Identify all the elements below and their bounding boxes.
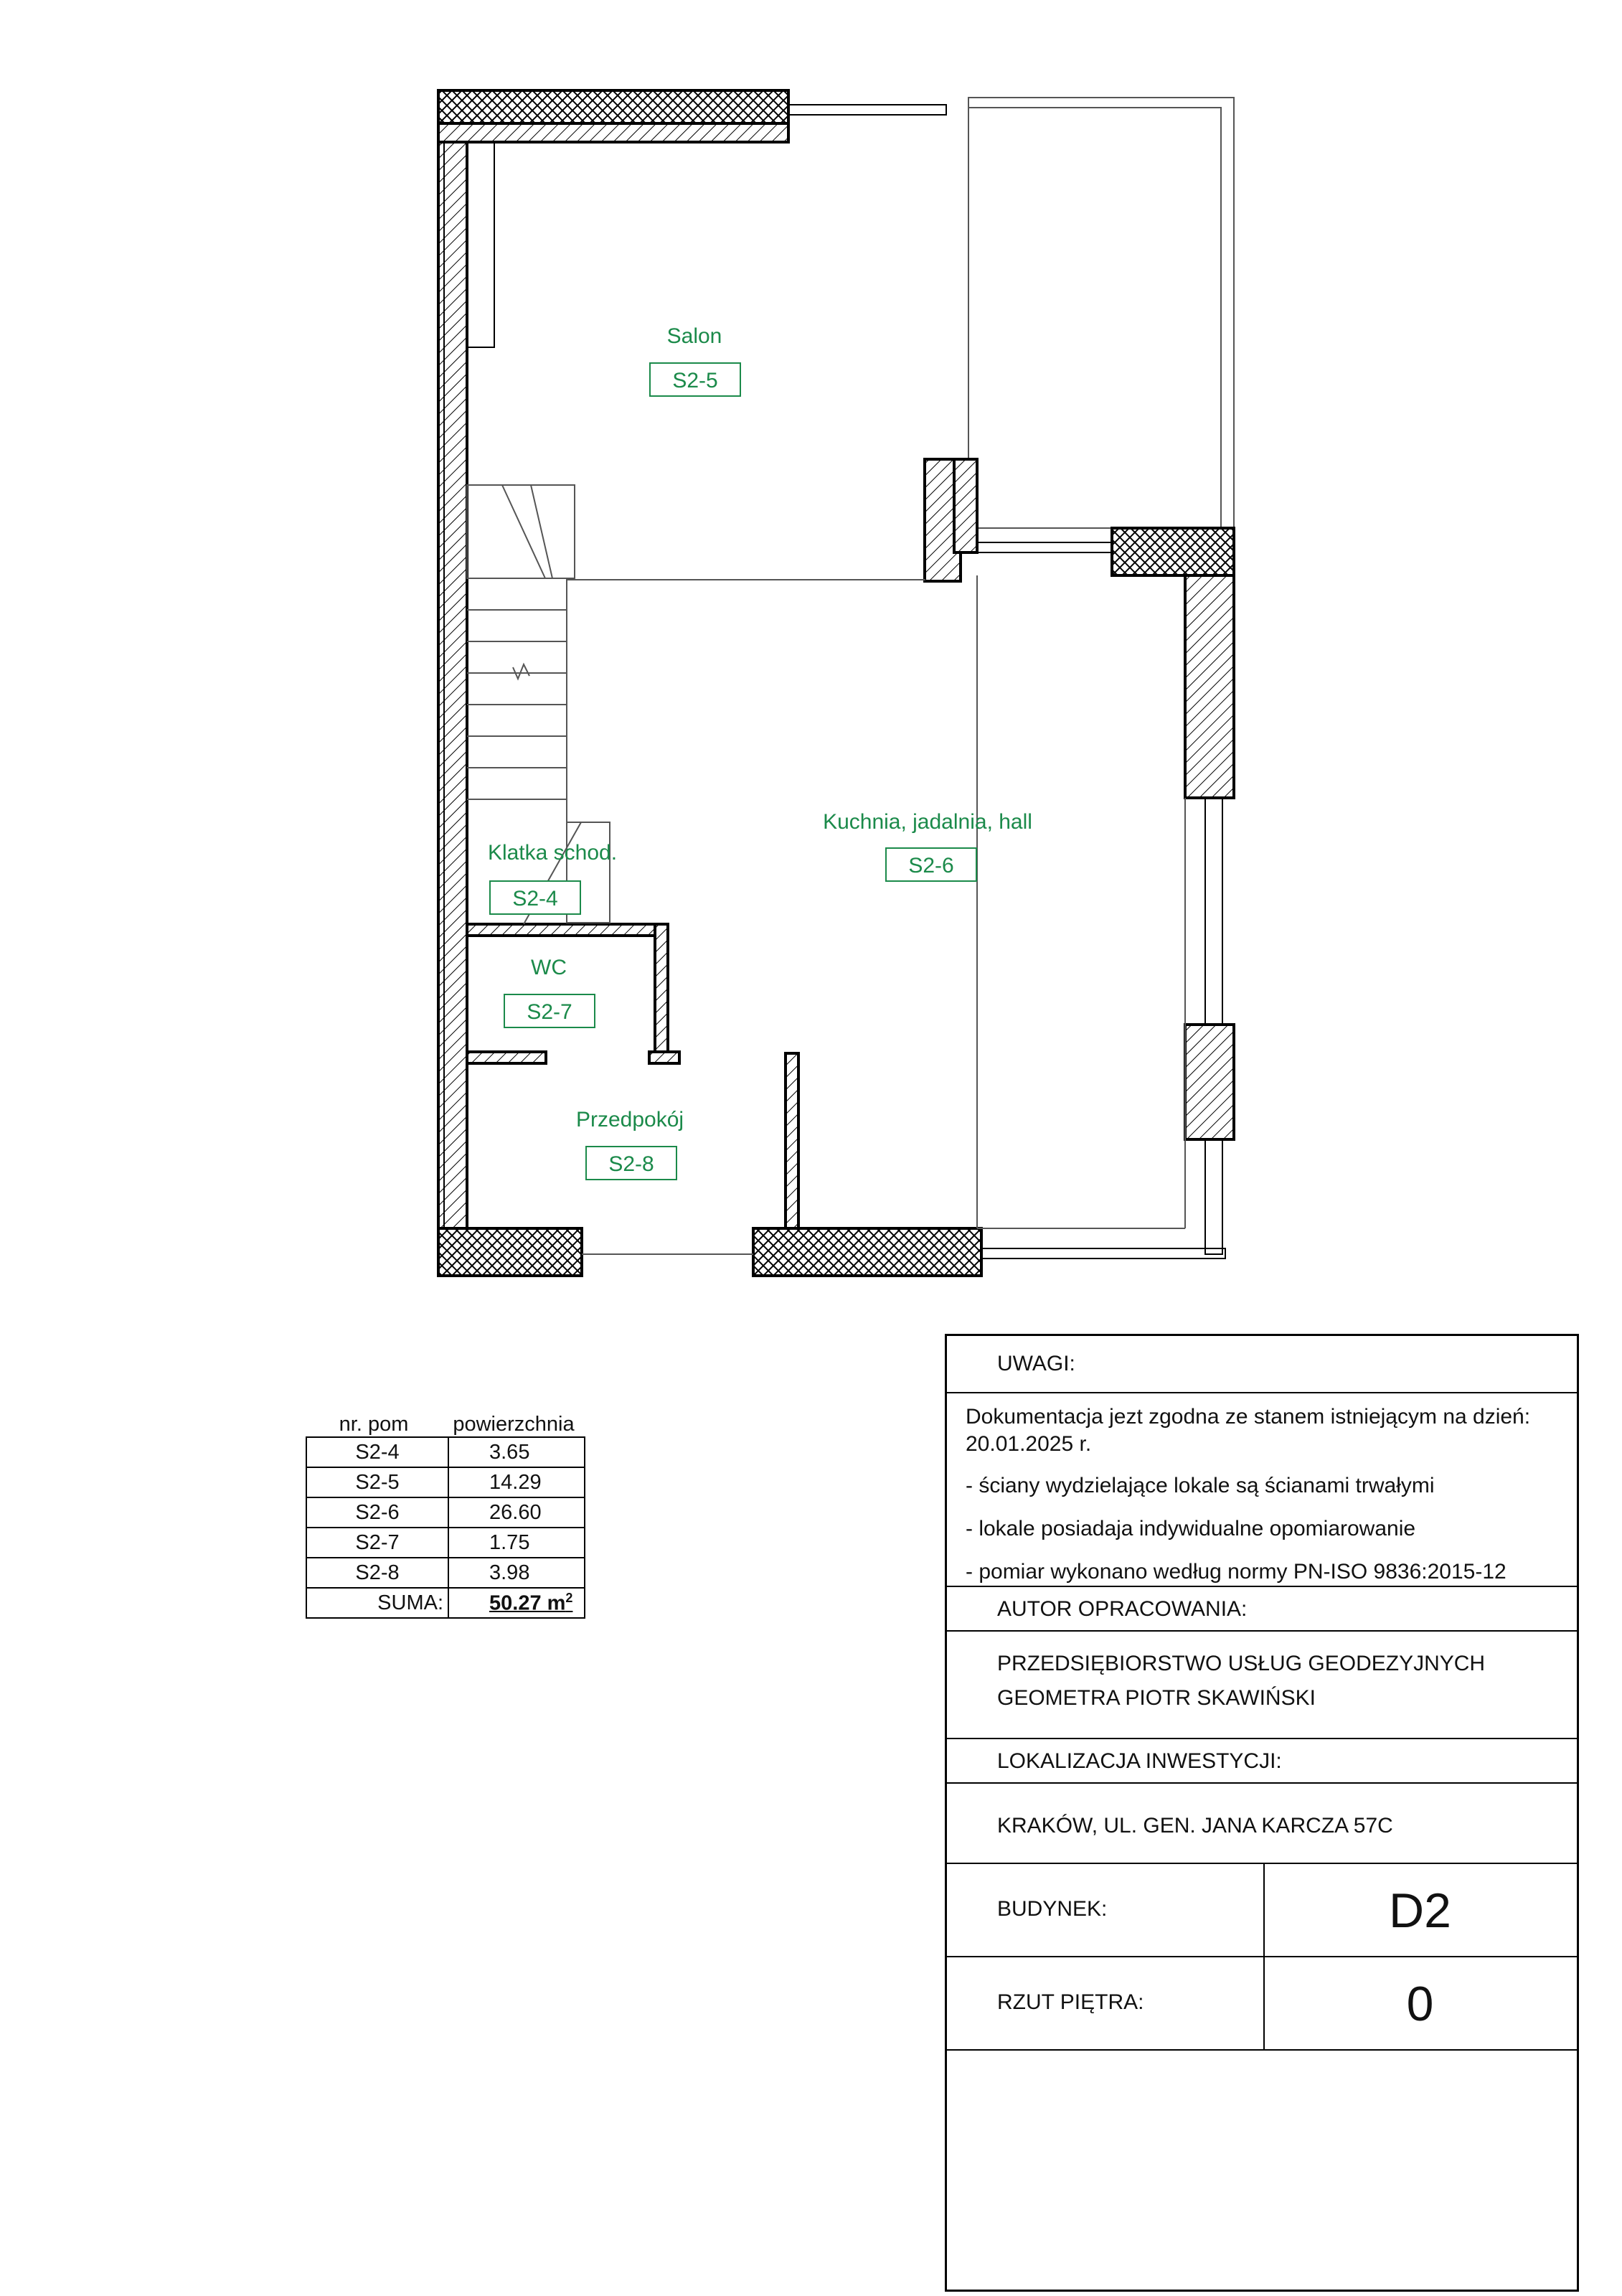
author-row: [947, 1632, 1577, 1739]
table-row: [306, 1558, 585, 1588]
floor-label: RZUT PIĘTRA:: [997, 1990, 1144, 2014]
terrace-outline: [968, 98, 1234, 528]
room-nr: S2-4: [306, 1437, 448, 1467]
sum-number: 50.27 m: [489, 1591, 566, 1615]
building-row: [947, 1864, 1577, 1957]
sum-unit-sup: 2: [565, 1590, 573, 1605]
area-table: [306, 1408, 585, 1619]
table-row: [306, 1528, 585, 1558]
room-area: 1.75: [448, 1528, 585, 1558]
table-row: [306, 1437, 585, 1467]
room-code-wc: S2-7: [527, 1000, 572, 1024]
table-row: [306, 1497, 585, 1528]
room-labels: [488, 324, 1032, 1180]
room-nr: S2-6: [306, 1497, 448, 1528]
floor-value: 0: [1406, 1977, 1434, 2031]
location-row: [947, 1784, 1577, 1864]
area-table-body: [306, 1436, 585, 1619]
location-header: LOKALIZACJA INWESTYCJI:: [997, 1749, 1282, 1773]
location: KRAKÓW, UL. GEN. JANA KARCZA 57C: [997, 1814, 1393, 1838]
location-header-row: [947, 1739, 1577, 1784]
author-header-row: [947, 1587, 1577, 1632]
author-header: AUTOR OPRACOWANIA:: [997, 1597, 1248, 1621]
room-code-kuchnia: S2-6: [908, 854, 954, 878]
notes-header: UWAGI:: [997, 1352, 1075, 1375]
room-name-przedpokoj: Przedpokój: [575, 1108, 684, 1131]
walls: [438, 90, 1234, 1276]
sum-row: [306, 1588, 585, 1618]
room-name-kuchnia: Kuchnia, jadalnia, hall: [823, 810, 1032, 834]
sum-label: SUMA:: [306, 1588, 448, 1618]
notes: [966, 1403, 1562, 1600]
note-line: - lokale posiadaja indywidualne opomiarowanie: [966, 1517, 1416, 1540]
table-row: [306, 1467, 585, 1497]
windows: [582, 105, 1225, 1258]
room-nr: S2-8: [306, 1558, 448, 1588]
building-label: BUDYNEK:: [997, 1897, 1108, 1921]
note-line: - ściany wydzielające lokale są ścianami trwałymi: [966, 1474, 1435, 1497]
notes-header-row: [947, 1336, 1577, 1393]
sum-value: [448, 1588, 585, 1618]
room-name-wc: WC: [531, 956, 567, 979]
floor-row: [947, 1957, 1577, 2051]
room-area: 3.98: [448, 1558, 585, 1588]
room-code-przedpokoj: S2-8: [608, 1152, 654, 1176]
note-line: - pomiar wykonano według normy PN-ISO 9836:2015-12: [966, 1560, 1507, 1584]
room-code-salon: S2-5: [672, 369, 718, 392]
room-nr: S2-5: [306, 1467, 448, 1497]
room-name-klatka: Klatka schod.: [487, 841, 618, 865]
room-area: 3.65: [448, 1437, 585, 1467]
room-name-salon: Salon: [666, 324, 722, 348]
building-value: D2: [1389, 1883, 1451, 1938]
notes-row: [947, 1393, 1577, 1587]
note-line: Dokumentacja jezt zgodna ze stanem istniejącym na dzień: 20.01.2025 r.: [966, 1405, 1531, 1456]
room-area: 26.60: [448, 1497, 585, 1528]
header-nr: nr. pom: [339, 1413, 409, 1436]
author-line2: GEOMETRA PIOTR SKAWIŃSKI: [997, 1686, 1316, 1710]
area-table-header: [306, 1408, 585, 1436]
room-area: 14.29: [448, 1467, 585, 1497]
room-nr: S2-7: [306, 1528, 448, 1558]
title-block: [945, 1334, 1579, 2292]
header-area: powierzchnia: [453, 1413, 575, 1436]
author-line1: PRZEDSIĘBIORSTWO USŁUG GEODEZYJNYCH: [997, 1652, 1486, 1675]
room-code-klatka: S2-4: [512, 887, 558, 911]
